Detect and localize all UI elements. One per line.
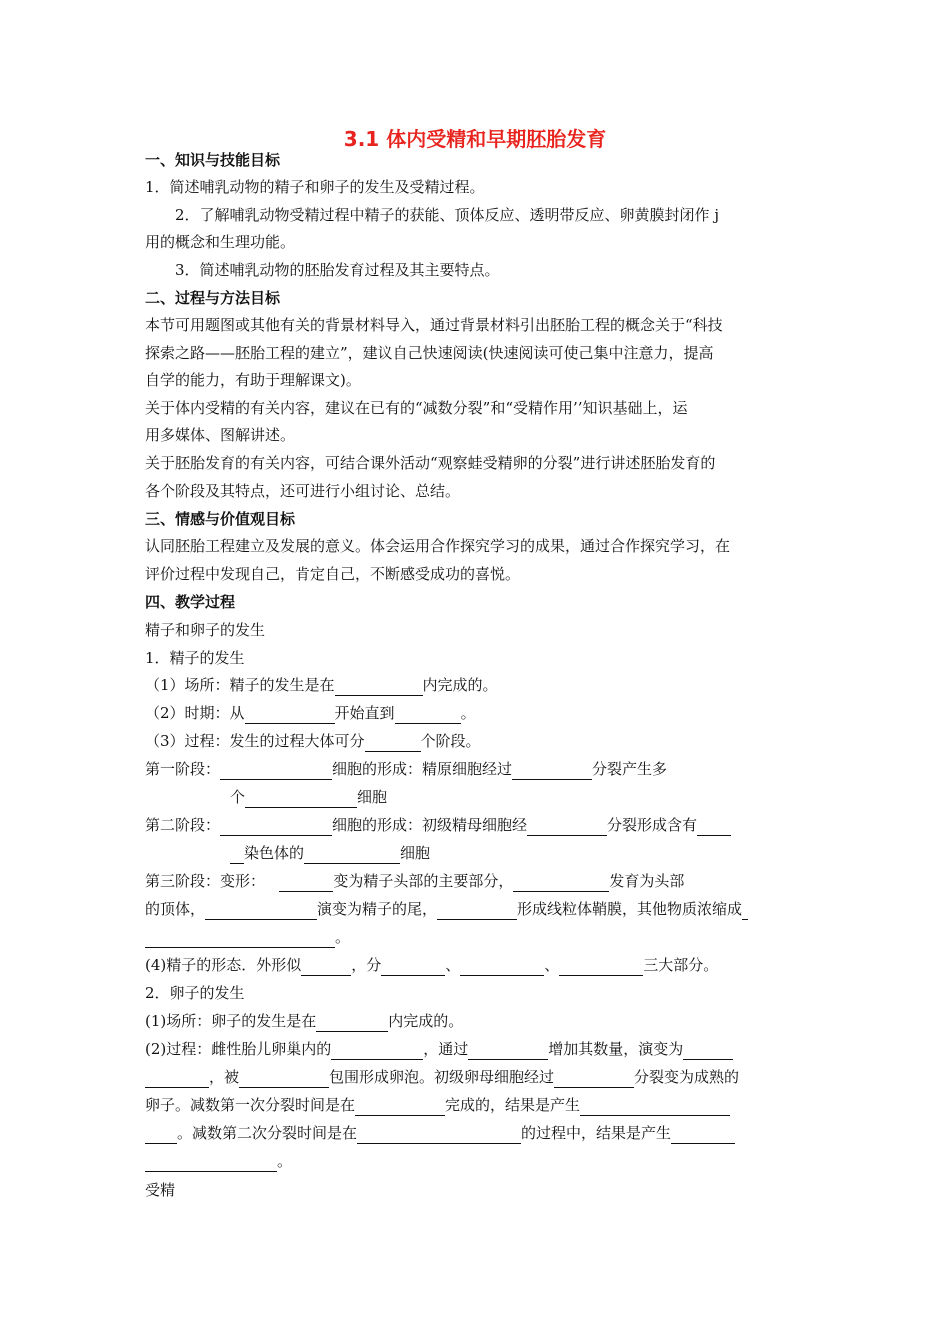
stage2-blank-5	[304, 843, 400, 864]
sperm-time-end: 。	[460, 704, 476, 722]
stage1-blank-2	[512, 759, 592, 780]
sperm-time-blank-2	[395, 703, 461, 724]
stage3-blank-2	[513, 871, 609, 892]
stage3-label: 第三阶段：变形：	[145, 872, 266, 890]
stage2-blank-3	[697, 815, 731, 836]
sperm-form-text-3: 、	[544, 956, 560, 974]
stage3-text-4: 演变为精子的尾，	[317, 900, 438, 918]
egg-title: 2．卵子的发生	[145, 984, 245, 1002]
egg-process-blank-8	[580, 1095, 730, 1116]
sperm-place-line	[145, 675, 498, 696]
section3-line1: 认同胚胎工程建立及发展的意义。体会运用合作探究学习的成果，通过合作探究学习，在	[145, 537, 731, 555]
sperm-form-blank-2	[381, 955, 445, 976]
stage2-blank-2	[527, 815, 607, 836]
section2-p1-line1: 本节可用题图或其他有关的背景材料导入，通过背景材料引出胚胎工程的概念关于“科技	[145, 316, 723, 334]
section2-heading: 二、过程与方法目标	[145, 289, 281, 307]
document-title: 3.1 体内受精和早期胚胎发育	[343, 127, 607, 151]
stage1-blank-3	[245, 787, 357, 808]
sperm-title: 1．精子的发生	[145, 649, 245, 667]
stage2-text-2: 分裂形成含有	[607, 816, 698, 834]
sperm-form-blank-3	[460, 955, 544, 976]
egg-process-blank-2	[468, 1039, 548, 1060]
sperm-form-text-4: 三大部分。	[643, 956, 719, 974]
sperm-time-prefix: （2）时期：从	[145, 704, 245, 722]
sperm-time-middle: 开始直到	[334, 704, 395, 722]
stage1-text-4: 细胞	[357, 788, 388, 806]
section1-heading: 一、知识与技能目标	[145, 151, 281, 169]
stage2-line2	[230, 843, 430, 864]
section3-line2: 评价过程中发现自己，肯定自己，不断感受成功的喜悦。	[145, 565, 521, 583]
egg-place-suffix: 内完成的。	[388, 1012, 464, 1030]
stage3-blank-1	[279, 871, 333, 892]
egg-process-line1	[145, 1039, 733, 1060]
egg-process-text-3: 增加其数量，演变为	[548, 1040, 684, 1058]
stage1-text-2: 分裂产生多	[592, 760, 668, 778]
section1-item2-line2: 用的概念和生理功能。	[145, 233, 296, 251]
egg-process-blank-11	[671, 1123, 735, 1144]
sperm-place-blank	[335, 675, 423, 696]
sperm-form-blank-4	[559, 955, 643, 976]
egg-process-line2	[145, 1067, 739, 1088]
section2-p2-line2: 用多媒体、图解讲述。	[145, 426, 296, 444]
fertilization-heading: 受精	[145, 1181, 176, 1199]
egg-process-line4	[145, 1123, 735, 1144]
stage2-text-1: 细胞的形成：初级精母细胞经	[332, 816, 528, 834]
egg-place-line	[145, 1011, 463, 1032]
section2-p3-line1: 关于胚胎发育的有关内容，可结合课外活动“观察蛙受精卵的分裂”进行讲述胚胎发育的	[145, 454, 716, 472]
stage3-blank-6	[145, 927, 335, 948]
stage1-line1	[145, 759, 667, 780]
stage1-blank-1	[220, 759, 332, 780]
egg-process-blank-7	[355, 1095, 445, 1116]
egg-process-text-5: 包围形成卵泡。初级卵母细胞经过	[329, 1068, 555, 1086]
sperm-process-blank	[365, 731, 421, 752]
stage2-blank-4	[230, 843, 244, 864]
sperm-form-blank-1	[301, 955, 351, 976]
egg-process-text-4: ，被	[209, 1068, 240, 1086]
egg-process-blank-6	[554, 1067, 634, 1088]
egg-process-text-2: ，通过	[423, 1040, 469, 1058]
sperm-form-line	[145, 955, 718, 976]
egg-process-text-1: (2)过程：雌性胎儿卵巢内的	[145, 1040, 332, 1058]
sperm-time-blank-1	[245, 703, 335, 724]
sperm-form-prefix: (4)精子的形态．外形似	[145, 956, 302, 974]
egg-process-blank-9	[145, 1123, 177, 1144]
egg-process-line5	[145, 1151, 292, 1172]
stage3-text-6: 。	[335, 928, 351, 946]
stage2-line1	[145, 815, 731, 836]
section2-p3-line2: 各个阶段及其特点，还可进行小组讨论、总结。	[145, 482, 461, 500]
sperm-time-line	[145, 703, 476, 724]
sperm-place-suffix: 内完成的。	[422, 676, 498, 694]
sperm-process-suffix: 个阶段。	[420, 732, 481, 750]
egg-process-text-7: 卵子。减数第一次分裂时间是在	[145, 1096, 356, 1114]
stage3-text-1: 变为精子头部的主要部分，	[333, 872, 514, 890]
sperm-form-text-1: ，分	[351, 956, 382, 974]
stage3-text-5: 形成线粒体鞘膜，其他物质浓缩成	[517, 900, 743, 918]
stage3-text-2: 发育为头部	[609, 872, 685, 890]
sperm-process-prefix: （3）过程：发生的过程大体可分	[145, 732, 365, 750]
section4-heading: 四、教学过程	[145, 593, 236, 611]
egg-process-blank-10	[357, 1123, 521, 1144]
egg-place-blank	[316, 1011, 388, 1032]
stage1-line2	[230, 787, 387, 808]
egg-process-text-6: 分裂变为成熟的	[634, 1068, 740, 1086]
sperm-process-line	[145, 731, 481, 752]
section3-heading: 三、情感与价值观目标	[145, 510, 296, 528]
egg-process-blank-3	[683, 1039, 733, 1060]
stage3-line2	[145, 899, 748, 920]
egg-process-blank-4	[145, 1067, 209, 1088]
egg-place-prefix: (1)场所：卵子的发生是在	[145, 1012, 317, 1030]
stage3-blank-4	[437, 899, 517, 920]
section4-subheading: 精子和卵子的发生	[145, 621, 266, 639]
section1-item1: 1．简述哺乳动物的精子和卵子的发生及受精过程。	[145, 178, 485, 196]
egg-process-text-11: 。	[277, 1152, 293, 1170]
stage1-label: 第一阶段：	[145, 760, 221, 778]
stage2-label: 第二阶段：	[145, 816, 221, 834]
stage3-line3	[145, 927, 350, 948]
section1-item3: 3．简述哺乳动物的胚胎发育过程及其主要特点。	[175, 261, 500, 279]
egg-process-blank-1	[331, 1039, 423, 1060]
stage3-text-3: 的顶体，	[145, 900, 206, 918]
egg-process-text-8: 完成的，结果是产生	[445, 1096, 581, 1114]
section1-item2-line1: 2．了解哺乳动物受精过程中精子的获能、顶体反应、透明带反应、卵黄膜封闭作 j	[175, 206, 719, 224]
section2-p1-line3: 自学的能力，有助于理解课文)。	[145, 371, 361, 389]
stage2-text-3: 染色体的	[244, 844, 305, 862]
stage3-line1	[145, 871, 684, 892]
sperm-place-prefix: （1）场所：精子的发生是在	[145, 676, 335, 694]
section2-p1-line2: 探索之路——胚胎工程的建立”，建议自己快速阅读(快速阅读可使己集中注意力，提高	[145, 344, 714, 362]
section2-p2-line1: 关于体内受精的有关内容，建议在已有的“减数分裂”和“受精作用’’知识基础上，运	[145, 399, 688, 417]
stage2-blank-1	[220, 815, 332, 836]
stage2-text-4: 细胞	[400, 844, 431, 862]
egg-process-text-9: 。减数第二次分裂时间是在	[177, 1124, 358, 1142]
stage1-text-1: 细胞的形成：精原细胞经过	[332, 760, 513, 778]
egg-process-blank-12	[145, 1151, 277, 1172]
egg-process-text-10: 的过程中，结果是产生	[521, 1124, 672, 1142]
sperm-form-text-2: 、	[445, 956, 461, 974]
stage3-blank-5	[742, 899, 748, 920]
egg-process-blank-5	[239, 1067, 329, 1088]
egg-process-line3	[145, 1095, 730, 1116]
stage1-text-3: 个	[230, 788, 246, 806]
stage3-blank-3	[205, 899, 317, 920]
